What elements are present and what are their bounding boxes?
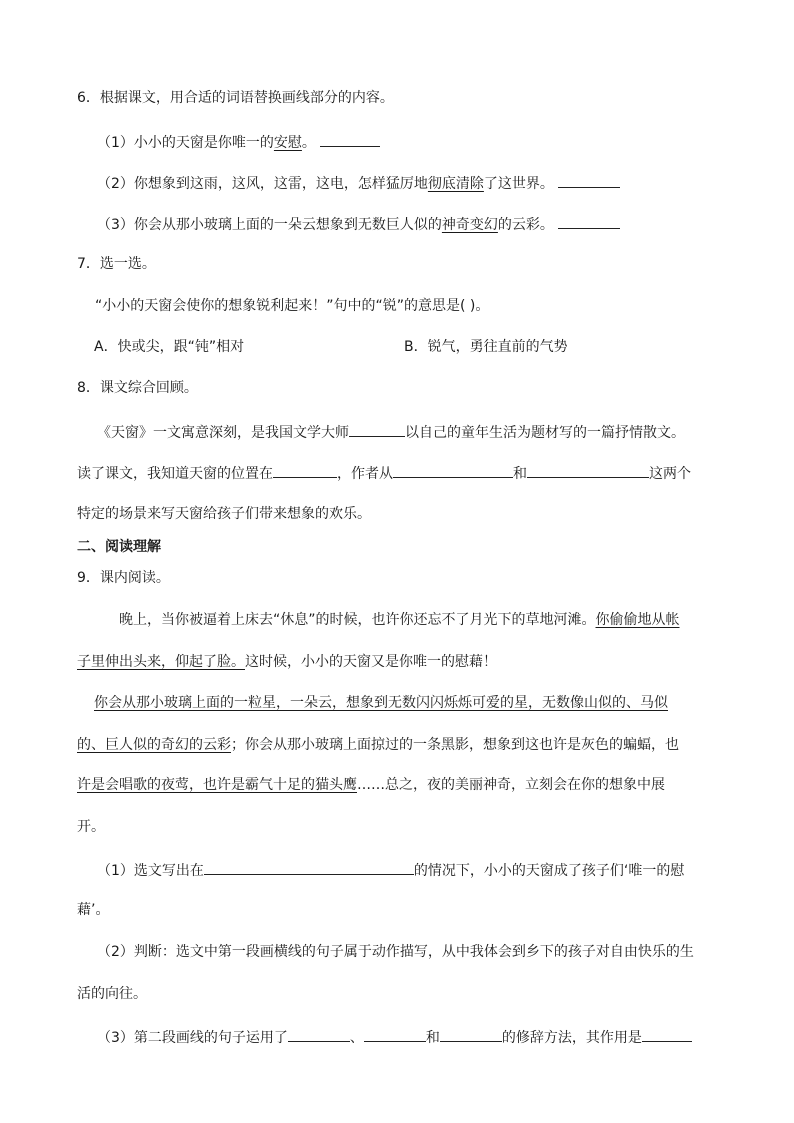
- q8-line-1: 《天窗》一文寓意深刻，是我国文学大师 以自己的童年生活为题材写的一篇抒情散文。: [97, 421, 685, 443]
- q8-blank-author[interactable]: [349, 421, 405, 437]
- q6-answer-blank-2[interactable]: [558, 172, 620, 188]
- q9-blank-situation[interactable]: [204, 859, 414, 875]
- q6-item-3-underlined: 神奇变幻: [441, 217, 498, 233]
- q9-blank-effect[interactable]: [642, 1026, 692, 1042]
- q9-blank-rhetoric-2[interactable]: [364, 1026, 426, 1042]
- q6-item-3: （3）你会从那小玻璃上面的一朵云想象到无数巨人似的神奇变幻的云彩。: [97, 213, 620, 235]
- q9-sub-2: （2）判断：选文中第一段画横线的句子属于动作描写，从中我体会到乡下的孩子对自由快乐的生: [97, 944, 694, 960]
- q9-passage-p2-line-2: 的、巨人似的奇幻的云彩；你会从那小玻璃上面掠过的一条黑影，想象到这也许是灰色的蝙蝠，也: [77, 737, 679, 753]
- q9-blank-rhetoric-3[interactable]: [440, 1026, 502, 1042]
- q6-item-2-underlined: 彻底清除: [427, 176, 484, 192]
- q8-blank-location[interactable]: [273, 462, 337, 478]
- q6-item-2: （2）你想象到这雨，这风，这雷，这电，怎样猛厉地彻底清除了这世界。: [97, 172, 620, 194]
- q7-option-a[interactable]: A．快或尖，跟“钝”相对: [94, 339, 245, 355]
- q9-title: 9．课内阅读。: [77, 570, 170, 586]
- q7-title: 7．选一选。: [77, 256, 156, 272]
- q8-blank-scene-1[interactable]: [393, 462, 513, 478]
- q9-passage-p2-line-1: 你会从那小玻璃上面的一粒星，一朵云，想象到无数闪闪烁烁可爱的星，无数像山似的、马似: [94, 695, 668, 711]
- q9-passage-p1-line-1: 晚上，当你被逼着上床去“休息”的时候，也许你还忘不了月光下的草地河滩。你偷偷地从帐: [119, 612, 680, 628]
- q9-passage-p2-line-3: 许是会唱歌的夜莺，也许是霸气十足的猫头鹰……总之，夜的美丽神奇，立刻会在你的想象中展: [77, 777, 665, 793]
- q8-line-2: 读了课文，我知道天窗的位置在 ，作者从 和 这两个: [77, 462, 691, 484]
- q9-underlined-sentence-1b: 子里伸出头来，仰起了脸。: [77, 654, 245, 670]
- q9-sub-3: （3）第二段画线的句子运用了 、 和 的修辞方法，其作用是: [97, 1026, 692, 1048]
- q8-blank-scene-2[interactable]: [527, 462, 649, 478]
- q8-line-3: 特定的场景来写天窗给孩子们带来想象的欢乐。: [77, 506, 371, 522]
- section-2-heading: 二、阅读理解: [77, 539, 161, 555]
- q9-sub-1-cont: 藉’。: [77, 902, 110, 918]
- q7-option-b[interactable]: B．锐气，勇往直前的气势: [404, 339, 568, 355]
- q8-title: 8．课文综合回顾。: [77, 380, 198, 396]
- q9-blank-rhetoric-1[interactable]: [288, 1026, 350, 1042]
- q9-underlined-sentence-1a: 你偷偷地从帐: [595, 612, 680, 628]
- q6-title: 6．根据课文，用合适的词语替换画线部分的内容。: [77, 90, 394, 106]
- q6-item-1-underlined: 安慰: [273, 135, 302, 151]
- q9-underlined-sentence-2b: 许是会唱歌的夜莺，也许是霸气十足的猫头鹰: [77, 777, 357, 793]
- q9-passage-p1-line-2: 子里伸出头来，仰起了脸。这时候，小小的天窗又是你唯一的慰藉！: [77, 654, 497, 670]
- q9-sub-1: （1）选文写出在 的情况下，小小的天窗成了孩子们‘唯一的慰: [97, 859, 684, 881]
- q6-answer-blank-1[interactable]: [320, 131, 380, 147]
- q9-passage-p2-line-4: 开。: [77, 819, 105, 835]
- q6-item-1: （1）小小的天窗是你唯一的安慰。: [97, 131, 380, 153]
- q7-question: “小小的天窗会使你的想象锐利起来！”句中的“锐”的意思是( )。: [95, 298, 490, 314]
- q9-underlined-sentence-2a: 的、巨人似的奇幻的云彩: [77, 737, 231, 753]
- q9-sub-2-cont: 活的向往。: [77, 986, 147, 1002]
- q6-answer-blank-3[interactable]: [558, 213, 620, 229]
